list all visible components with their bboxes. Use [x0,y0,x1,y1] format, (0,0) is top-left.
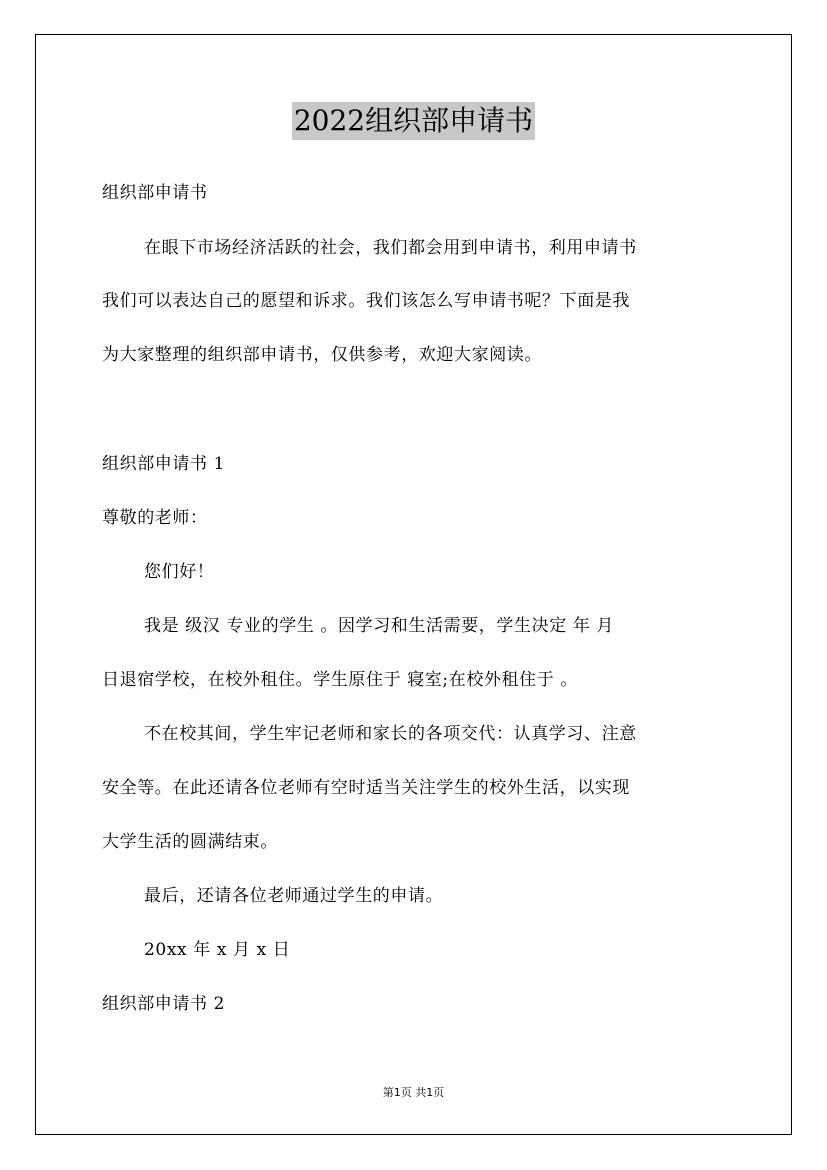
title-container [0,102,827,140]
section-heading: 组织部申请书 2 [102,994,226,1014]
section-heading: 组织部申请书 1 [102,454,226,474]
paragraph-line: 我们可以表达自己的愿望和诉求。我们该怎么写申请书呢？下面是我 [102,291,630,311]
paragraph-line: 我是 级汉 专业的学生 。因学习和生活需要，学生决定 年 月 [144,616,615,636]
paragraph-line: 在眼下市场经济活跃的社会，我们都会用到申请书，利用申请书 [144,238,637,258]
paragraph-line: 不在校其间，学生牢记老师和家长的各项交代：认真学习、注意 [144,724,637,744]
greeting: 您们好！ [144,562,215,582]
paragraph-line: 为大家整理的组织部申请书，仅供参考，欢迎大家阅读。 [102,345,542,365]
paragraph-line: 最后，还请各位老师通过学生的申请。 [144,886,444,906]
page-number: 第1页 共1页 [382,1086,445,1099]
section-heading: 组织部申请书 [102,183,208,203]
paragraph-line: 日退宿学校，在校外租住。学生原住于 寝室;在校外租住于 。 [102,670,578,690]
document-title: 2022组织部申请书 [292,102,535,140]
paragraph-line: 大学生活的圆满结束。 [102,832,278,852]
salutation: 尊敬的老师： [102,508,208,528]
paragraph-line: 安全等。在此还请各位老师有空时适当关注学生的校外生活，以实现 [102,778,630,798]
date-line: 20xx 年 x 月 x 日 [144,940,291,960]
